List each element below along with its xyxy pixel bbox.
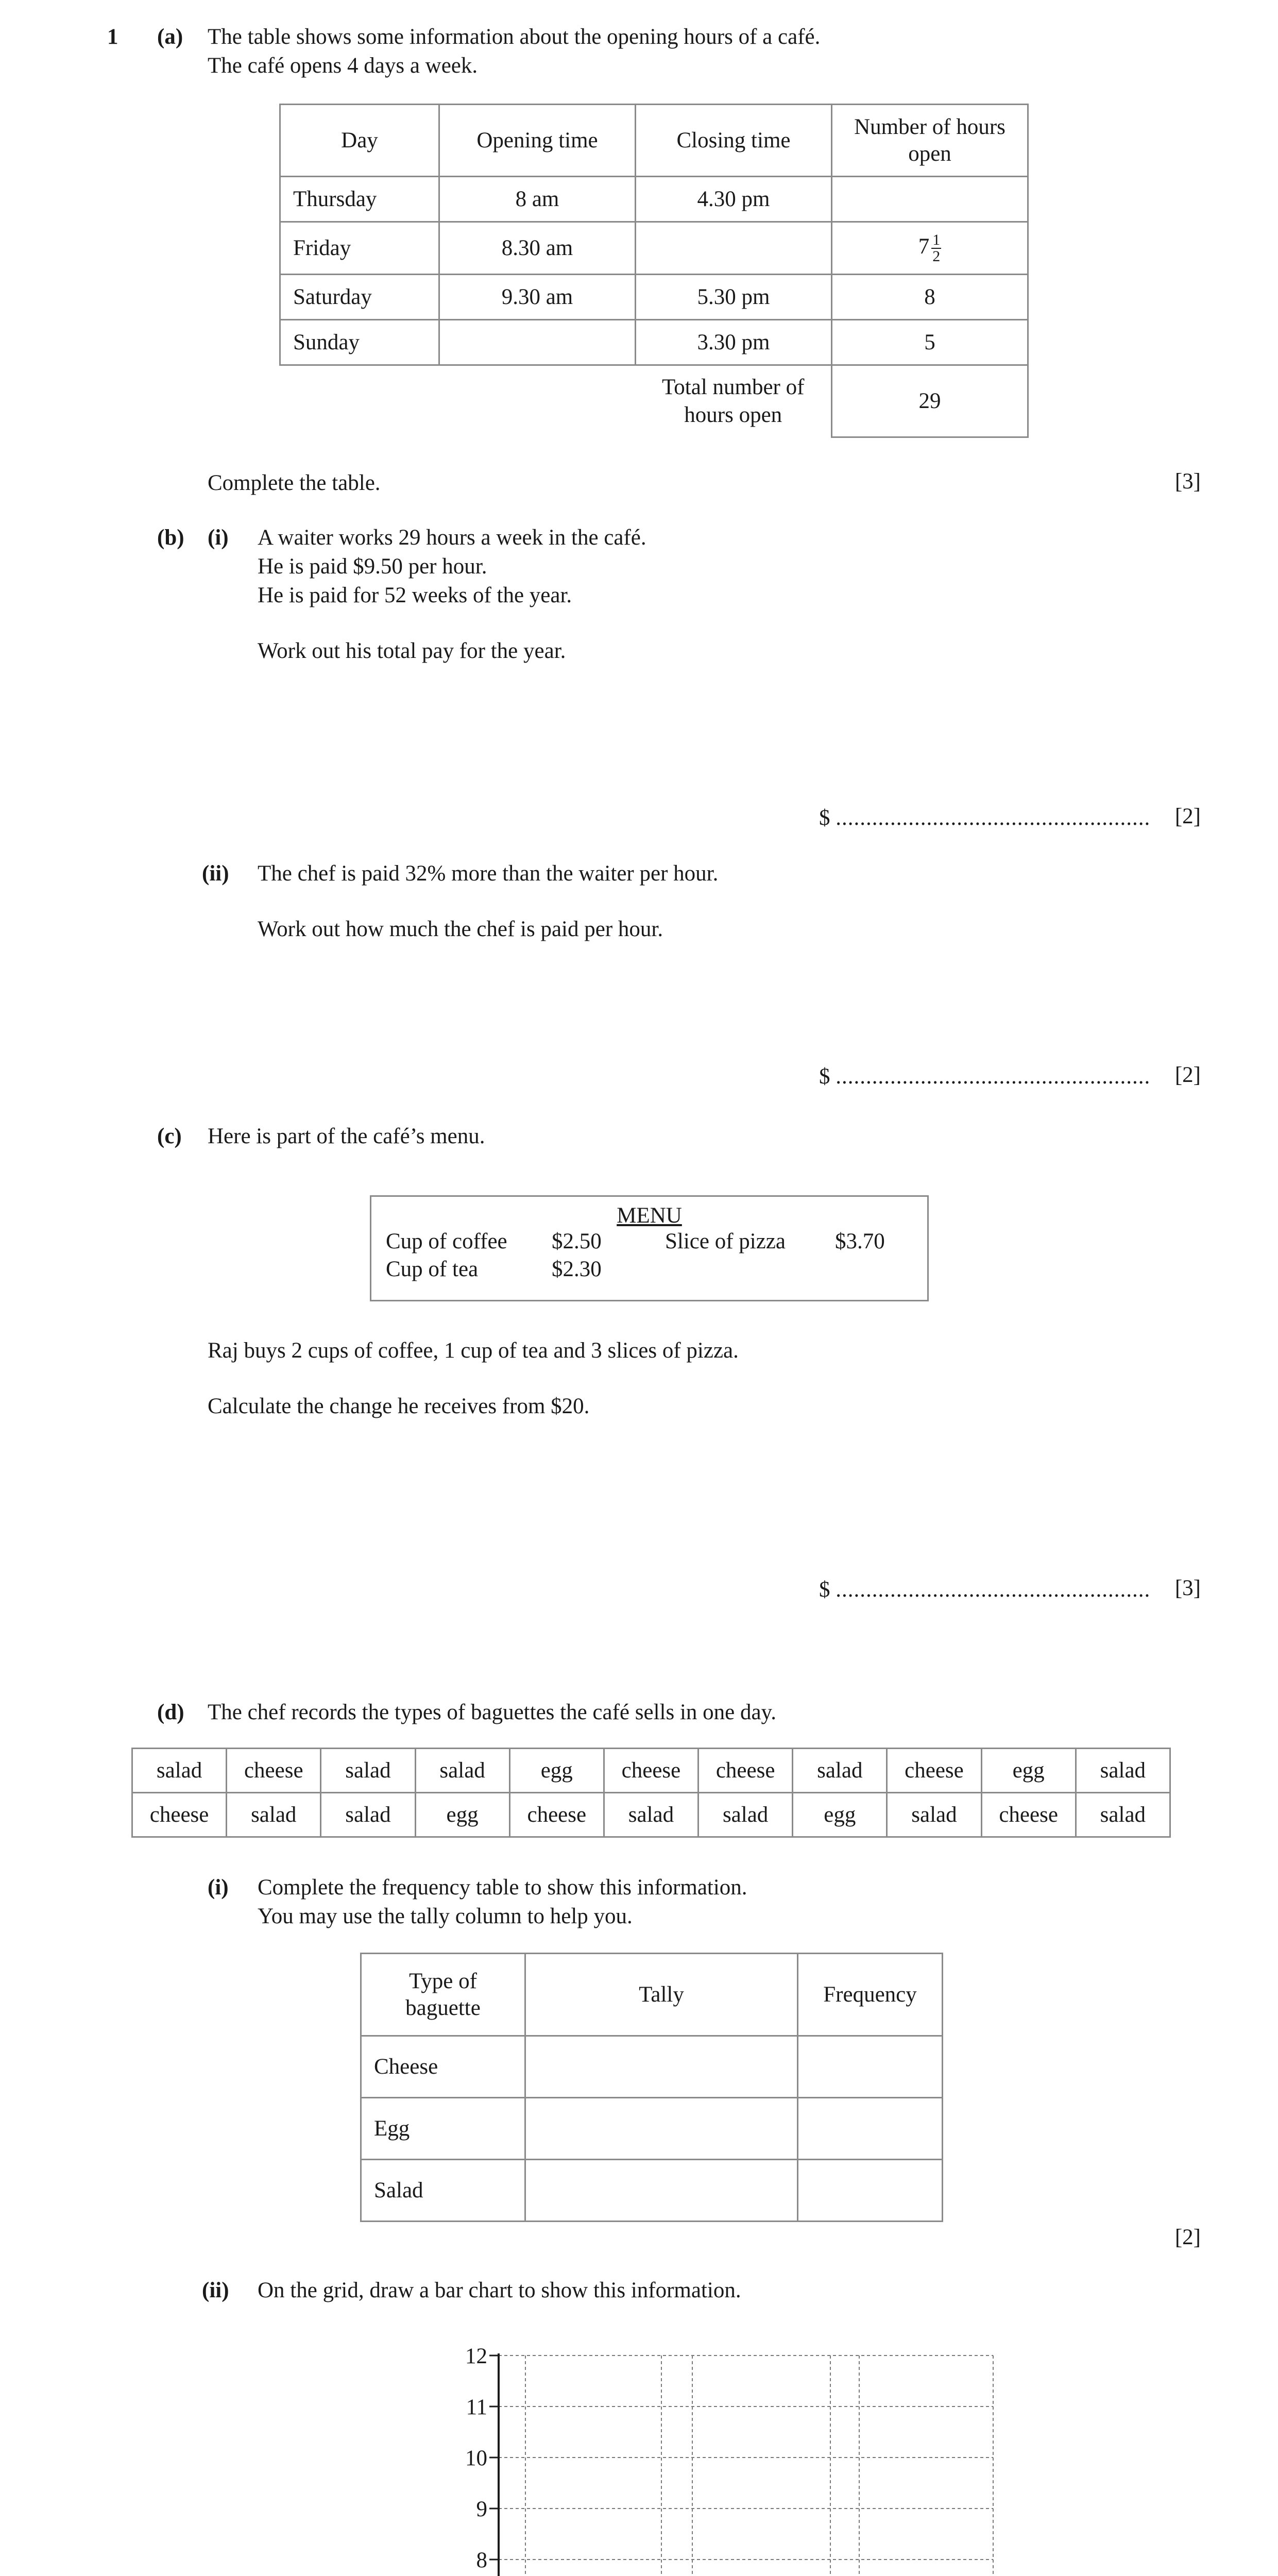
baguette-cell: salad xyxy=(227,1793,321,1837)
baguette-cell: salad xyxy=(1076,1793,1170,1837)
part-c-line3: Calculate the change he receives from $20. xyxy=(208,1394,590,1418)
part-d-i-label: (i) xyxy=(208,1875,229,1900)
frequency-header-row xyxy=(361,1954,943,2036)
row-type: Salad xyxy=(361,2160,525,2222)
part-a-marks: [3] xyxy=(1174,469,1201,494)
baguette-cell: salad xyxy=(415,1749,509,1793)
chart-axes xyxy=(499,2353,993,2576)
cell-open-answer[interactable] xyxy=(439,320,636,365)
menu-item-pizza: Slice of pizza xyxy=(665,1229,786,1253)
dollar-sign: $ xyxy=(819,1578,830,1602)
header-closing-time: Closing time xyxy=(636,105,832,177)
cell-hours: 5 xyxy=(832,320,1028,365)
part-b-i-line2: He is paid $9.50 per hour. xyxy=(258,554,487,579)
part-d-i-marks: [2] xyxy=(1174,2225,1201,2249)
header-hours-open: Number of hours open xyxy=(832,105,1028,177)
part-c-marks: [3] xyxy=(1174,1576,1201,1600)
table-row xyxy=(280,177,1028,222)
chart-y-ticks xyxy=(465,2344,499,2576)
part-b-label: (b) xyxy=(157,526,184,550)
baguette-cell: cheese xyxy=(132,1793,227,1837)
total-label: Total number of hours open xyxy=(662,375,805,428)
question-number: 1 xyxy=(107,25,118,49)
part-c-answer-line[interactable] xyxy=(819,1575,1150,1604)
baguette-records-table xyxy=(131,1748,1171,1838)
baguette-cell: egg xyxy=(415,1793,509,1837)
empty-cell xyxy=(280,365,439,437)
cell-close: 4.30 pm xyxy=(636,177,832,222)
row-type: Cheese xyxy=(361,2036,525,2098)
part-d-ii-line1: On the grid, draw a bar chart to show this information. xyxy=(258,2278,741,2302)
part-b-i-answer-line[interactable] xyxy=(819,804,1150,833)
baguette-cell: salad xyxy=(793,1749,887,1793)
y-tick-label: 9 xyxy=(476,2497,487,2521)
cell-open: 8.30 am xyxy=(439,222,636,275)
total-row xyxy=(280,365,1028,437)
baguette-cell: salad xyxy=(698,1793,793,1837)
part-b-ii-line2: Work out how much the chef is paid per hour. xyxy=(258,917,663,941)
frequency-cell[interactable] xyxy=(798,2160,943,2222)
empty-cell xyxy=(439,365,636,437)
table-header-row xyxy=(280,105,1028,177)
row-type: Egg xyxy=(361,2098,525,2160)
y-tick-label: 12 xyxy=(465,2344,487,2368)
tally-cell[interactable] xyxy=(525,2098,798,2160)
frequency-row xyxy=(361,2098,943,2160)
tally-cell[interactable] xyxy=(525,2036,798,2098)
cell-hours xyxy=(832,222,1028,275)
baguette-cell: salad xyxy=(132,1749,227,1793)
menu-title: MENU xyxy=(617,1204,682,1228)
part-d-label: (d) xyxy=(157,1700,184,1724)
cell-open: 8 am xyxy=(439,177,636,222)
table-row xyxy=(280,320,1028,365)
cell-close-answer[interactable] xyxy=(636,222,832,275)
header-day: Day xyxy=(280,105,439,177)
answer-dots: .................................................... xyxy=(836,806,1151,830)
header-frequency: Frequency xyxy=(798,1954,943,2036)
y-tick-label: 10 xyxy=(465,2446,487,2470)
baguette-cell: egg xyxy=(981,1749,1076,1793)
baguette-cell: egg xyxy=(793,1793,887,1837)
frequency-table xyxy=(360,1953,943,2222)
part-b-ii-marks: [2] xyxy=(1174,1063,1201,1087)
part-d-ii-label: (ii) xyxy=(202,2278,229,2302)
baguette-cell: cheese xyxy=(604,1749,698,1793)
tally-cell[interactable] xyxy=(525,2160,798,2222)
menu-price-coffee: $2.50 xyxy=(552,1229,602,1253)
baguette-row-2 xyxy=(132,1793,1170,1837)
hours-whole: 7 xyxy=(918,234,930,259)
part-b-i-line1: A waiter works 29 hours a week in the café. xyxy=(258,526,646,550)
opening-hours-table xyxy=(279,104,1029,438)
cell-hours: 8 xyxy=(832,275,1028,320)
table-row xyxy=(280,222,1028,275)
baguette-cell: salad xyxy=(887,1793,981,1837)
menu-box xyxy=(370,1195,929,1301)
baguette-cell: cheese xyxy=(981,1793,1076,1837)
fraction-denominator: 2 xyxy=(932,247,941,265)
total-value: 29 xyxy=(832,365,1028,437)
part-b-ii-label: (ii) xyxy=(202,861,229,886)
part-c-line2: Raj buys 2 cups of coffee, 1 cup of tea and 3 slices of pizza. xyxy=(208,1338,739,1363)
cell-day: Thursday xyxy=(280,177,439,222)
header-tally: Tally xyxy=(525,1954,798,2036)
part-d-i-line1: Complete the frequency table to show this information. xyxy=(258,1875,747,1900)
part-a-line2: The café opens 4 days a week. xyxy=(208,54,478,78)
baguette-cell: cheese xyxy=(227,1749,321,1793)
baguette-cell: cheese xyxy=(887,1749,981,1793)
menu-item-coffee: Cup of coffee xyxy=(386,1229,507,1253)
cell-close: 3.30 pm xyxy=(636,320,832,365)
part-c-line1: Here is part of the café’s menu. xyxy=(208,1124,485,1148)
cell-day: Friday xyxy=(280,222,439,275)
frequency-cell[interactable] xyxy=(798,2036,943,2098)
part-d-line1: The chef records the types of baguettes the café sells in one day. xyxy=(208,1700,777,1724)
baguette-cell: salad xyxy=(604,1793,698,1837)
menu-price-tea: $2.30 xyxy=(552,1257,602,1281)
part-a-line1: The table shows some information about the opening hours of a café. xyxy=(208,25,821,49)
dollar-sign: $ xyxy=(819,1064,830,1089)
dollar-sign: $ xyxy=(819,806,830,830)
cell-day: Saturday xyxy=(280,275,439,320)
answer-dots: .................................................... xyxy=(836,1064,1151,1089)
fraction-numerator: 1 xyxy=(932,231,941,248)
part-b-i-line4: Work out his total pay for the year. xyxy=(258,639,566,663)
cell-day: Sunday xyxy=(280,320,439,365)
y-tick-label: 8 xyxy=(476,2548,487,2572)
part-d-i-line2: You may use the tally column to help you. xyxy=(258,1904,633,1928)
header-opening-time: Opening time xyxy=(439,105,636,177)
cell-close: 5.30 pm xyxy=(636,275,832,320)
frequency-row xyxy=(361,2036,943,2098)
part-b-i-marks: [2] xyxy=(1174,804,1201,828)
header-type: Type of baguette xyxy=(361,1954,525,2036)
baguette-row-1 xyxy=(132,1749,1170,1793)
y-tick-label: 11 xyxy=(466,2395,487,2419)
chart-gridlines xyxy=(499,2355,993,2576)
bar-chart-grid[interactable] xyxy=(0,2318,1278,2576)
part-b-i-label: (i) xyxy=(208,526,229,550)
frequency-row xyxy=(361,2160,943,2222)
part-b-ii-answer-line[interactable] xyxy=(819,1062,1150,1091)
hours-fraction xyxy=(931,232,941,264)
baguette-cell: egg xyxy=(509,1749,604,1793)
menu-price-pizza: $3.70 xyxy=(835,1229,885,1253)
cell-hours-answer[interactable] xyxy=(832,177,1028,222)
baguette-cell: salad xyxy=(321,1749,415,1793)
part-b-ii-line1: The chef is paid 32% more than the waiter per hour. xyxy=(258,861,719,886)
cell-open: 9.30 am xyxy=(439,275,636,320)
answer-dots: .................................................... xyxy=(836,1578,1151,1602)
baguette-cell: cheese xyxy=(698,1749,793,1793)
baguette-cell: salad xyxy=(1076,1749,1170,1793)
part-c-label: (c) xyxy=(157,1124,182,1148)
baguette-cell: salad xyxy=(321,1793,415,1837)
part-a-label: (a) xyxy=(157,25,183,49)
baguette-cell: cheese xyxy=(509,1793,604,1837)
table-row xyxy=(280,275,1028,320)
part-a-instruction: Complete the table. xyxy=(208,471,381,495)
menu-item-tea: Cup of tea xyxy=(386,1257,479,1281)
part-b-i-line3: He is paid for 52 weeks of the year. xyxy=(258,583,572,607)
frequency-cell[interactable] xyxy=(798,2098,943,2160)
